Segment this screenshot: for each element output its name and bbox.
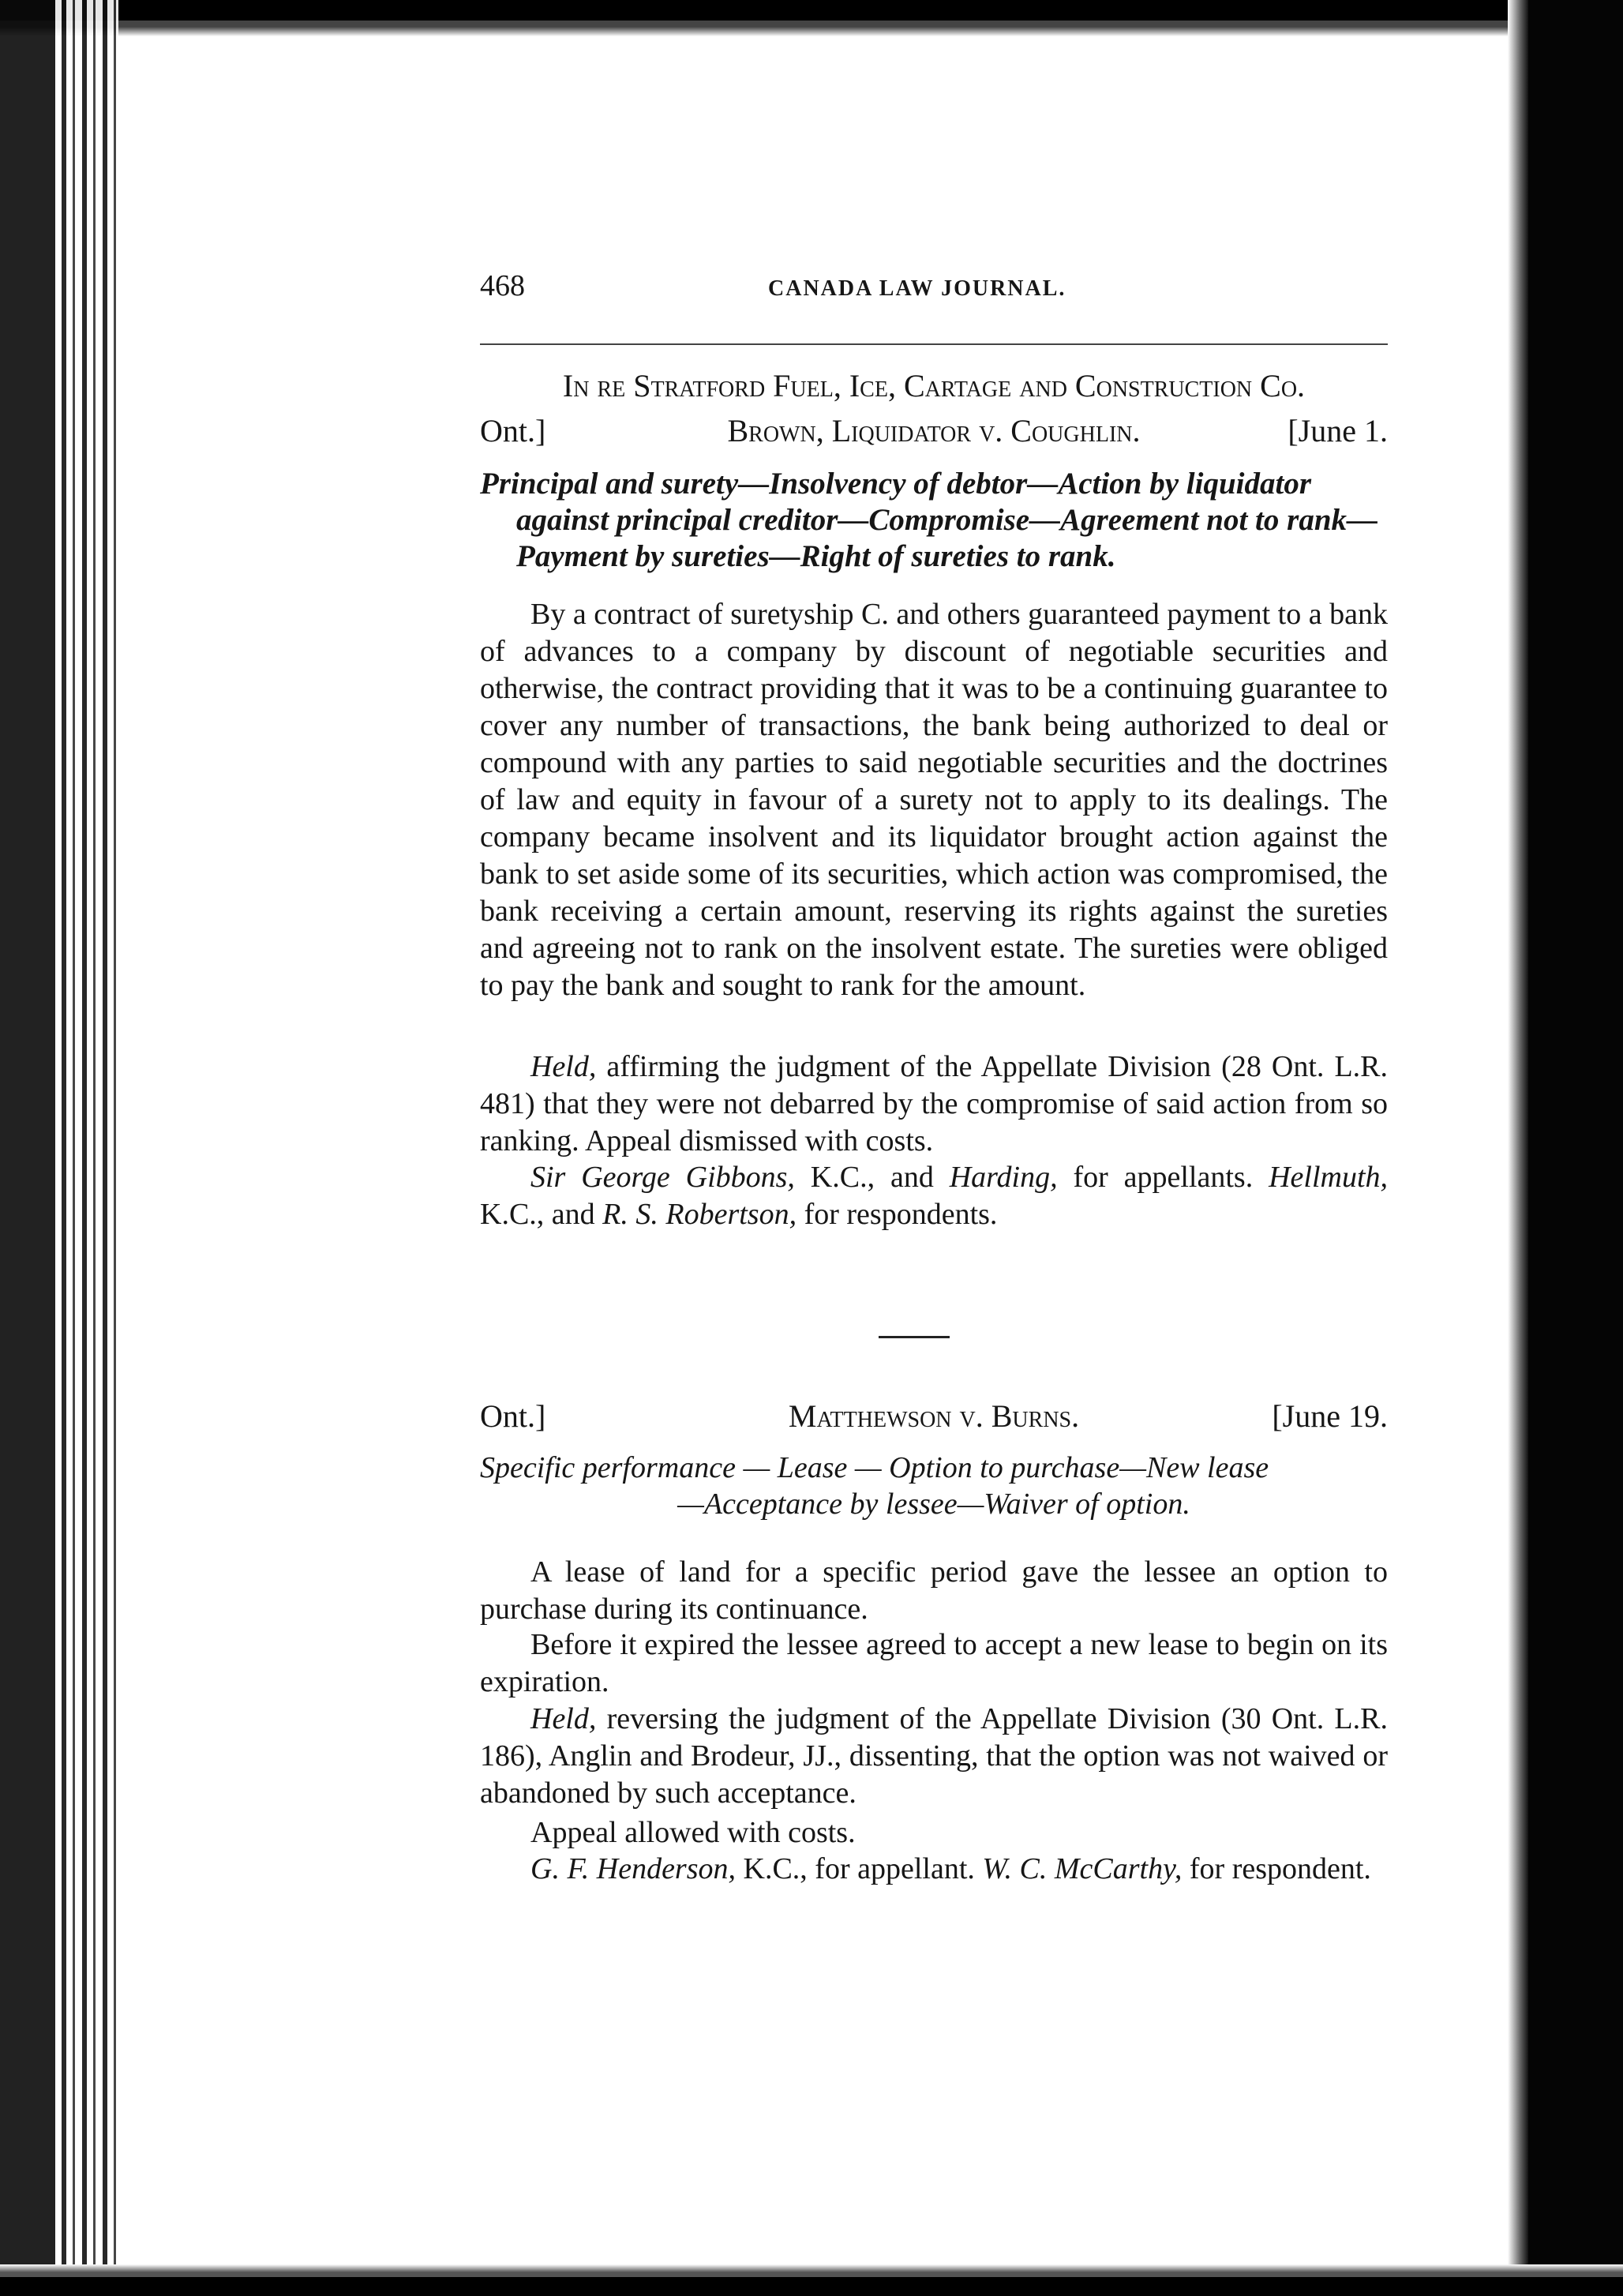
case2-date: [June 19. [1272,1398,1388,1434]
journal-title: CANADA LAW JOURNAL. [768,276,1066,301]
case1-counsel-1-role: for appellants. [1057,1161,1269,1194]
case2-caption [480,1397,1388,1437]
case2-counsel-2-role: for respondent. [1182,1852,1371,1885]
case2-counsel-1-role: K.C., for appellant. [736,1852,983,1885]
case1-counsel-2-role: for respondents. [797,1198,998,1231]
case2-para2: Before it expired the lessee agreed to accept a new lease to begin on its expiration. [480,1628,1388,1698]
scan-edge-bottom [0,2264,1623,2296]
section-divider [879,1336,950,1338]
case1-counsel-2-mid: K.C., and [480,1198,603,1231]
case1-counsel-1-name: Sir George Gibbons, [530,1161,795,1194]
case2-held-label: Held, [530,1702,597,1735]
case1-held [480,1049,1388,1160]
case1-summary: By a contract of suretyship C. and others guaranteed payment to a bank of advances to a company by discount of negotiable securities and otherwise, the contract providing that it was to be a continuing guarantee to cover any number of transactions, the bank being authorized to deal or compound with any parties to said negotiable securities and the doctrines of law and equity in favour of a surety not to apply to its dealings. The company became insolvent and its liquidator brought action against the bank to set aside some of its securities, which action was compromised, the bank receiving a certain amount, reserving its rights against the sureties and agreeing not to rank on the insolvent estate. The sureties were obliged to pay the bank and sought to rank for the amount. [480,598,1388,1002]
case2-held [480,1701,1388,1812]
case2-counsel-2-name: W. C. McCarthy, [982,1852,1183,1885]
case2-counsel [480,1851,1388,1888]
header-rule [480,343,1388,345]
scan-edge-top [0,0,1623,36]
case1-held-label: Held, [530,1050,597,1083]
case1-held-text: affirming the judgment of the Appellate Division (28 Ont. L.R. 481) that they were not debarred by the compromise of said action from so ranking. Appeal dismissed with costs. [480,1050,1388,1157]
case1-headnote-continuation: against principal creditor—Compromise—Agreement not to rank—Payment by sureties—Right of sureties to rank. [516,503,1378,573]
case2-held-text: reversing the judgment of the Appellate Division (30 Ont. L.R. 186), Anglin and Brodeur, JJ., dissenting, that the option was not waived or abandoned by such acceptance. [480,1702,1388,1810]
case2-court: Ont.] [480,1398,546,1434]
case1-heading: In re Stratford Fuel, Ice, Cartage and Construction Co. [562,368,1306,403]
case1-counsel-1-mid: K.C., and [794,1161,950,1194]
case2-parties: Matthewson v. Burns. [788,1398,1080,1434]
running-head [480,268,1388,316]
case1-counsel [480,1159,1388,1233]
case2-headnote [480,1450,1388,1522]
page-number: 468 [480,269,525,302]
case1-headnote [480,466,1388,575]
case1-counsel-1-name2: Harding, [949,1161,1058,1194]
case1-counsel-2-name2: R. S. Robertson, [602,1198,797,1231]
case2-para4: Appeal allowed with costs. [530,1816,856,1849]
book-binding-edge [0,0,118,2296]
case1-headnote-line1: Principal and surety—Insolvency of debtor—Action by liquidator [480,467,1312,501]
case1-parties: Brown, Liquidator v. Coughlin. [727,413,1141,448]
case1-counsel-2-name: Hellmuth, [1269,1161,1389,1194]
case1-date: [June 1. [1288,413,1388,448]
case2-para1: A lease of land for a specific period gave the lessee an option to purchase during its continuance. [480,1555,1388,1626]
case2-headnote-line2: —Acceptance by lessee—Waiver of option. [677,1488,1190,1521]
case1-court: Ont.] [480,413,546,448]
case2-headnote-line1: Specific performance — Lease — Option to purchase—New lease [480,1451,1269,1484]
case1-caption [480,412,1388,452]
case2-counsel-1-name: G. F. Henderson, [530,1852,737,1885]
scan-edge-right [1528,0,1623,2296]
